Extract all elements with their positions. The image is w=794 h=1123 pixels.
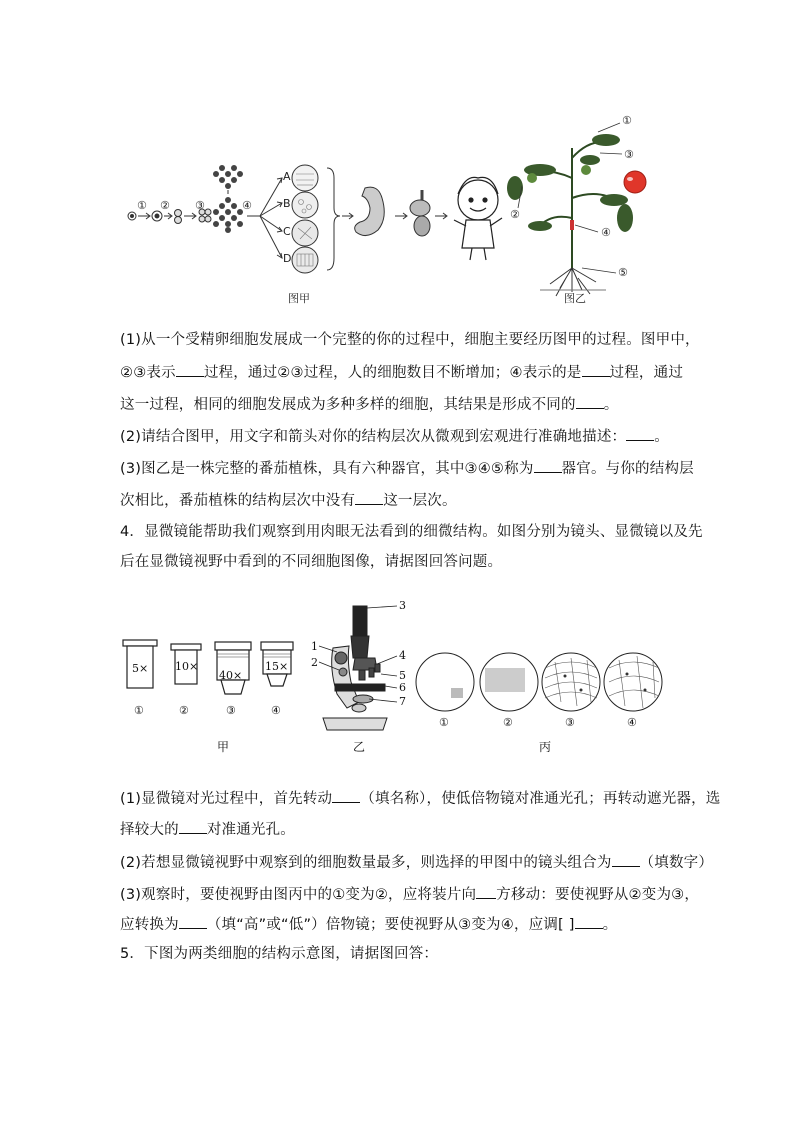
q3-part3-l2a: 次相比，番茄植株的结构层次中没有 bbox=[120, 493, 356, 509]
figure-caption-jia: 图甲 bbox=[288, 292, 310, 305]
q5-intro-line bbox=[120, 944, 438, 964]
view-num-3: ③ bbox=[565, 716, 575, 729]
q3-blank-structure[interactable] bbox=[626, 426, 654, 441]
plant-label-1: ① bbox=[622, 114, 632, 127]
q4-part3-l1a: (3)观察时，要使视野由图丙中的①变为②，应将装片向 bbox=[120, 887, 477, 903]
q4-intro-2: 后在显微镜视野中看到的不同细胞图像，请据图回答问题。 bbox=[120, 554, 503, 570]
scope-num-2: 2 bbox=[311, 656, 318, 669]
q3-part1-text: (1)从一个受精卵细胞发展成一个完整的你的过程中，细胞主要经历图甲的过程。图甲中， bbox=[120, 332, 700, 348]
scope-num-5: 5 bbox=[399, 669, 406, 682]
lens-mark-1: 5× bbox=[132, 662, 149, 675]
q3-blank-process2[interactable] bbox=[582, 362, 610, 377]
q4-intro-line2 bbox=[120, 552, 502, 572]
scope-num-7: 7 bbox=[399, 695, 406, 708]
q3-part1-l3a: 这一过程，相同的细胞发展成为多种多样的细胞，其结果是形成不同的 bbox=[120, 397, 576, 413]
q4-blank-direction[interactable] bbox=[476, 884, 496, 899]
q4-part3-line2 bbox=[120, 914, 617, 935]
q3-part3-line1 bbox=[120, 458, 694, 479]
q4-blank-lenses[interactable] bbox=[612, 852, 640, 867]
q3-part2-line bbox=[120, 426, 669, 447]
q4-part1-l1a: (1)显微镜对光过程中，首先转动 bbox=[120, 791, 333, 807]
q4-part1-line1 bbox=[120, 788, 721, 809]
lens-mark-4: 15× bbox=[265, 660, 289, 673]
scope-num-3: 3 bbox=[399, 599, 406, 612]
q3-part2-b: 。 bbox=[654, 429, 669, 445]
q3-part1-l2c: 过程，通过 bbox=[609, 365, 684, 381]
q3-part1-l2a: ②③表示 bbox=[120, 365, 176, 381]
q4-part2-a: (2)若想显微镜视野中观察到的细胞数量最多，则选择的甲图中的镜头组合为 bbox=[120, 855, 612, 871]
plant-label-5: ⑤ bbox=[618, 266, 628, 279]
q3-part1-line2 bbox=[120, 362, 683, 383]
q4-part3-l1b: 方移动：要使视野从②变为③， bbox=[496, 887, 700, 903]
caption-yi: 乙 bbox=[353, 740, 366, 754]
q4-part2-b: （填数字） bbox=[639, 855, 714, 871]
lens-num-4: ④ bbox=[271, 704, 281, 717]
q4-blank-converter[interactable] bbox=[332, 788, 360, 803]
q3-part1-l3b: 。 bbox=[603, 397, 619, 413]
tissue-label-b: B bbox=[283, 197, 291, 210]
plant-label-3: ③ bbox=[624, 148, 634, 161]
process-label-3: ③ bbox=[195, 199, 205, 212]
q3-part1-l2b: 过程，通过②③过程，人的细胞数目不断增加；④表示的是 bbox=[203, 365, 582, 381]
figure-microscope bbox=[115, 598, 675, 758]
q4-intro-line1 bbox=[120, 522, 703, 542]
q3-part3-l1a: (3)图乙是一株完整的番茄植株，具有六种器官，其中③④⑤称为 bbox=[120, 461, 534, 477]
q4-part2-line bbox=[120, 852, 713, 873]
caption-jia: 甲 bbox=[217, 740, 230, 754]
q4-part3-l2b: （填“高”或“低”）倍物镜；要使视野从③变为④，应调[ ] bbox=[206, 917, 575, 933]
q3-blank-process[interactable] bbox=[176, 362, 204, 377]
process-label-1: ① bbox=[137, 199, 147, 212]
q4-part3-line1 bbox=[120, 884, 699, 905]
tissue-label-c: C bbox=[283, 225, 291, 238]
caption-bing: 丙 bbox=[539, 740, 552, 754]
q4-part3-l2c: 。 bbox=[602, 917, 618, 933]
figure-caption-yi: 图乙 bbox=[564, 292, 586, 305]
q4-intro-1: 4．显微镜能帮助我们观察到用肉眼无法看到的细微结构。如图分别为镜头、显微镜以及先 bbox=[120, 524, 703, 540]
q4-part3-l2a: 应转换为 bbox=[120, 917, 179, 933]
tissue-label-d: D bbox=[283, 252, 292, 265]
lens-mark-3: 40× bbox=[219, 669, 243, 682]
q3-part2-a: (2)请结合图甲，用文字和箭头对你的结构层次从微观到宏观进行准确地描述： bbox=[120, 429, 627, 445]
lens-mark-2: 10× bbox=[175, 660, 199, 673]
lens-num-3: ③ bbox=[226, 704, 236, 717]
q3-part3-line2 bbox=[120, 490, 457, 511]
q3-part3-l2b: 这一层次。 bbox=[383, 493, 457, 509]
q4-blank-objective[interactable] bbox=[179, 914, 207, 929]
q3-blank-tissue[interactable] bbox=[576, 394, 604, 409]
figure2-drawing bbox=[115, 598, 675, 758]
view-num-2: ② bbox=[503, 716, 513, 729]
q3-part1-line3 bbox=[120, 394, 618, 415]
plant-label-2: ② bbox=[510, 208, 520, 221]
process-label-4: ④ bbox=[242, 199, 252, 212]
q4-part1-line2 bbox=[120, 819, 295, 840]
q3-blank-level[interactable] bbox=[355, 490, 383, 505]
view-num-4: ④ bbox=[627, 716, 637, 729]
plant-label-4: ④ bbox=[601, 226, 611, 239]
tissue-label-a: A bbox=[283, 170, 291, 183]
lens-num-2: ② bbox=[179, 704, 189, 717]
scope-num-4: 4 bbox=[399, 649, 406, 662]
scope-num-1: 1 bbox=[311, 640, 318, 653]
q5-intro: 5．下图为两类细胞的结构示意图，请据图回答： bbox=[120, 946, 439, 962]
q4-blank-adjust[interactable] bbox=[575, 914, 603, 929]
q4-part1-l2a: 择较大的 bbox=[120, 822, 179, 838]
q3-blank-organ[interactable] bbox=[534, 458, 562, 473]
q4-part1-l1b: （填名称），使低倍物镜对准通光孔；再转动遮光器，选 bbox=[360, 791, 721, 807]
q4-part1-l2b: 对准通光孔。 bbox=[206, 822, 296, 838]
process-label-2: ② bbox=[160, 199, 170, 212]
q3-part3-l1b: 器官。与你的结构层 bbox=[561, 461, 694, 477]
q3-part1-line1 bbox=[120, 330, 700, 350]
view-num-1: ① bbox=[439, 716, 449, 729]
q4-blank-aperture[interactable] bbox=[179, 819, 207, 834]
scope-num-6: 6 bbox=[399, 681, 406, 694]
figure-cell-development bbox=[120, 108, 680, 308]
lens-num-1: ① bbox=[134, 704, 144, 717]
